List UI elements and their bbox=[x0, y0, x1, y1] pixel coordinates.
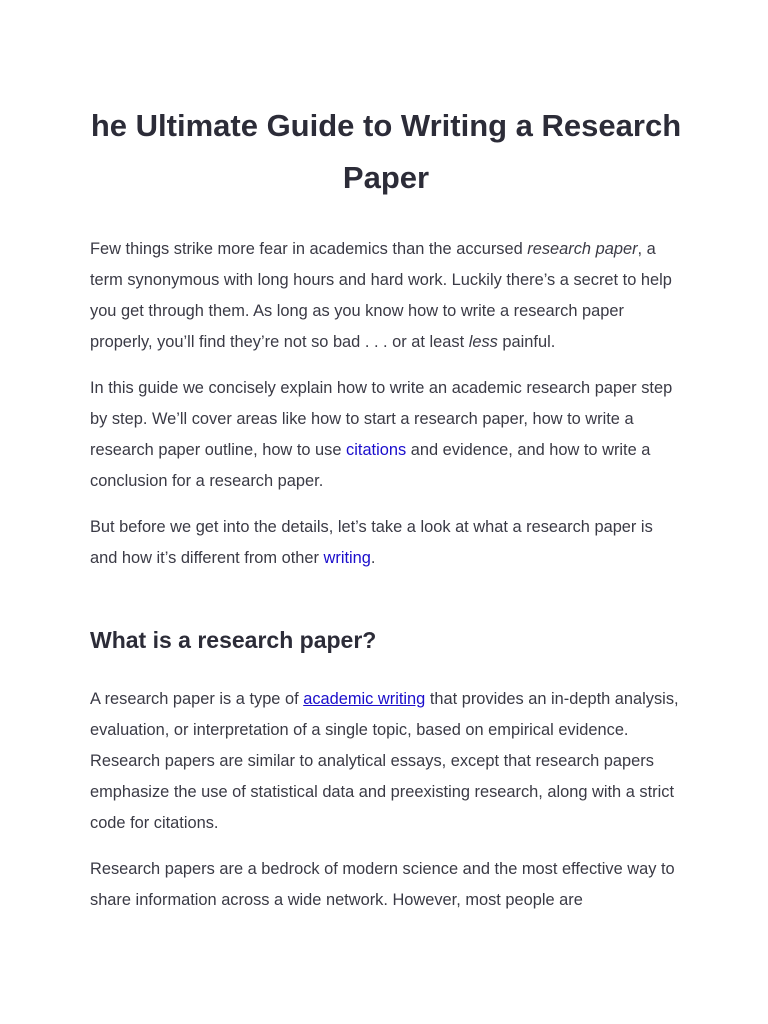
intro-paragraph bbox=[90, 234, 682, 358]
before-text-2: . bbox=[370, 549, 376, 567]
before-paragraph bbox=[90, 512, 682, 574]
intro-text-2: , a term synonymous with long hours and hard work. Luckily there’s a secret to help you get through them. As long as you know how to write a research paper properly, you’ll find they’re not so bad . . . or at least bbox=[90, 240, 672, 351]
section-heading-what-is-research-paper: What is a research paper? bbox=[90, 627, 377, 653]
definition-paragraph bbox=[90, 684, 682, 839]
guide-text-2: and evidence, and how to write a conclusion for a research paper. bbox=[90, 441, 651, 490]
intro-emphasis-research-paper: research paper bbox=[527, 240, 638, 258]
citations-link[interactable]: citations bbox=[346, 441, 407, 459]
intro-emphasis-less: less bbox=[468, 333, 498, 351]
bedrock-paragraph: Research papers are a bedrock of modern science and the most effective way to share information across a wide network. However, most people are bbox=[90, 860, 675, 909]
intro-text-1: Few things strike more fear in academics than the accursed bbox=[90, 240, 528, 258]
guide-paragraph bbox=[90, 373, 682, 497]
guide-text-1: In this guide we concisely explain how to write an academic research paper step by step. We’ll cover areas like how to start a research paper, how to write a research paper outline, how to use bbox=[90, 379, 673, 459]
definition-text-2: that provides an in-depth analysis, evaluation, or interpretation of a single topic, based on empirical evidence. Research papers are similar to analytical essays, except that research papers emphasize the use of statistical data and preexisting research, along with a strict code for citations. bbox=[90, 690, 679, 832]
intro-text-3: painful. bbox=[497, 333, 556, 351]
before-text-1: But before we get into the details, let’s take a look at what a research paper is and how it’s different from other bbox=[90, 518, 653, 567]
definition-text-1: A research paper is a type of bbox=[90, 690, 304, 708]
writing-link[interactable]: writing bbox=[323, 549, 371, 567]
academic-writing-link[interactable]: academic writing bbox=[303, 690, 426, 708]
article-title: he Ultimate Guide to Writing a Research Paper bbox=[90, 108, 682, 195]
